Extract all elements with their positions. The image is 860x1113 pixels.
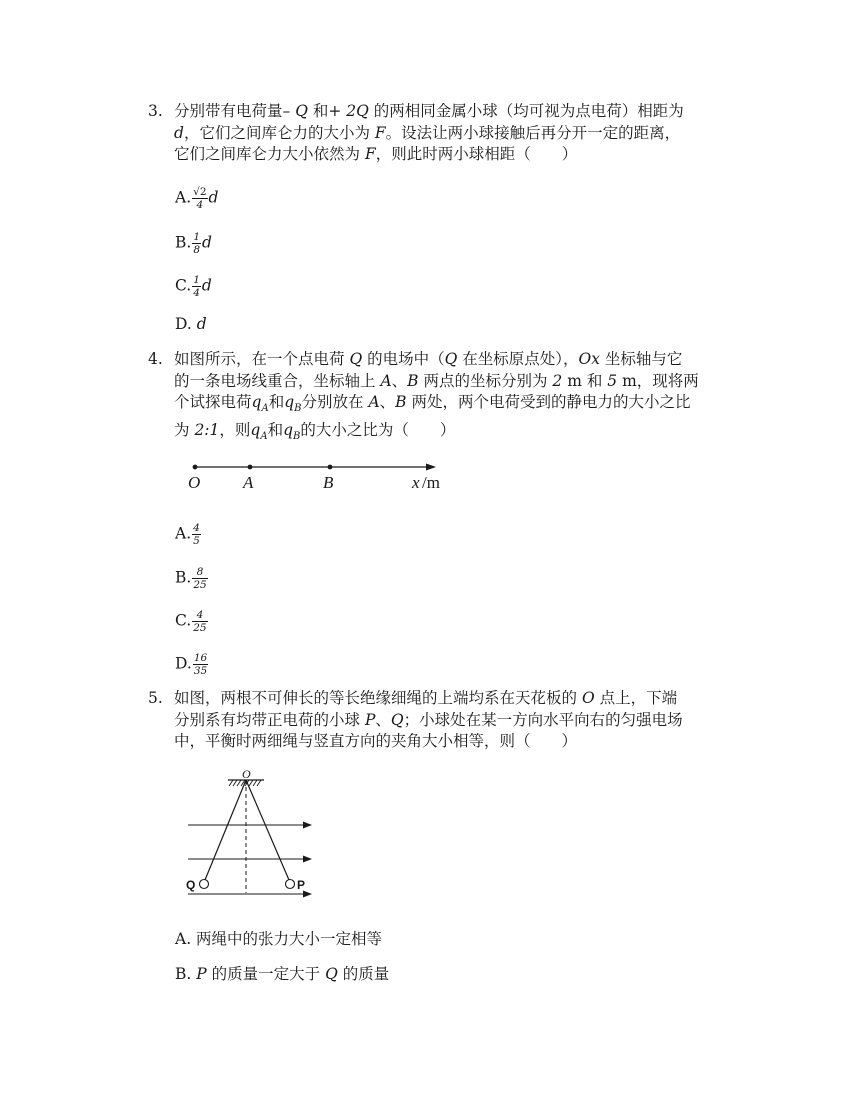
label-unit: /m <box>422 473 440 492</box>
axis-figure <box>184 455 454 495</box>
option-a[interactable]: A. $\frac{4}{5}$ <box>175 522 200 547</box>
option-d[interactable]: D. d <box>175 315 207 333</box>
question-number: 3. <box>148 102 163 120</box>
question-stem: 如图，两根不可伸长的等长绝缘细绳的上端均系在天花板的 O 点上，下端 分别系有均带正电荷的小球 P、Q；小球处在某一方向水平向右的匀强电场 中，平衡时两细绳与竖直方向的夹角大小相等，则（ ） <box>174 689 683 750</box>
fraction: $\frac{√2}{4}$ <box>193 186 207 211</box>
fraction: $\frac{8}{25}$ <box>193 566 207 591</box>
label-a: A <box>243 473 254 492</box>
question-number: 4. <box>148 350 163 368</box>
label-b: B <box>323 473 334 492</box>
label-q: Q <box>186 878 196 892</box>
fraction: $\frac{1}{4}$ <box>193 274 200 299</box>
fraction: $\frac{4}{5}$ <box>193 522 200 547</box>
option-a[interactable]: A. $\frac{√2}{4}$ d <box>175 186 219 211</box>
option-b[interactable]: B. P 的质量一定大于 Q 的质量 <box>175 965 390 983</box>
option-a[interactable]: A. 两绳中的张力大小一定相等 <box>175 930 383 948</box>
fraction: $\frac{16}{35}$ <box>193 652 208 677</box>
question-number: 5. <box>148 689 163 707</box>
string-q <box>205 780 246 880</box>
ball-p <box>286 880 295 889</box>
pendulum-figure <box>180 770 320 900</box>
option-d[interactable]: D. $\frac{16}{35}$ <box>175 652 208 677</box>
label-x: x <box>412 473 420 492</box>
fraction: $\frac{1}{8}$ <box>193 231 201 256</box>
question-stem: 分别带有电荷量– Q 和+ 2Q 的两相同金属小球（均可视为点电荷）相距为 d，它们之间库仑力的大小为 F。设法让两小球接触后再分开一定的距离， 它们之间库仑力大小依然为 F，则此时两小球相距（ ） <box>174 102 684 163</box>
question-stem: 如图所示，在一个点电荷 Q 的电场中（Q 在坐标原点处），Ox 坐标轴与它 的一条电场线重合，坐标轴上 A、B 两点的坐标分别为 2 m 和 5 m，现将两 个试探电荷$q_A$和$q_B$分别放在 A、B 两处，两个电荷受到的静电力的大小之比 为 2:1，则$q_A$和$q_B$的大小之比为（ ） <box>174 350 699 442</box>
option-c[interactable]: C. $\frac{1}{4}$ d <box>175 274 212 299</box>
point-a <box>248 465 253 470</box>
label-o: O <box>242 770 251 781</box>
ball-q <box>200 880 209 889</box>
label-o: O <box>188 473 201 492</box>
option-b[interactable]: B. $\frac{1}{8}$ d <box>175 231 212 256</box>
question-4 <box>148 349 728 447</box>
option-c[interactable]: C. $\frac{4}{25}$ <box>175 609 207 634</box>
point-o <box>193 465 198 470</box>
question-3 <box>148 101 728 166</box>
point-b <box>328 465 333 470</box>
string-p <box>246 780 289 880</box>
label-p: P <box>297 878 306 892</box>
question-5 <box>148 688 728 753</box>
fraction: $\frac{4}{25}$ <box>193 609 207 634</box>
axis-arrow <box>426 464 436 471</box>
option-b[interactable]: B. $\frac{8}{25}$ <box>175 566 207 591</box>
